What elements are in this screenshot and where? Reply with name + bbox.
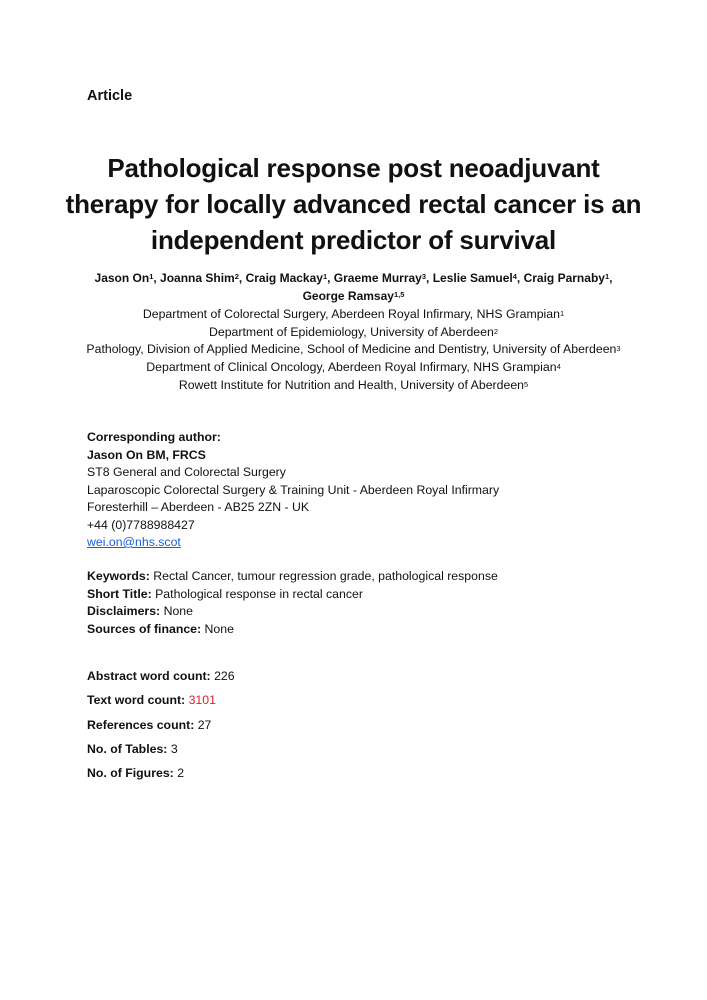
metadata-block bbox=[87, 568, 498, 638]
address-line: ST8 General and Colorectal Surgery bbox=[87, 465, 286, 479]
text-word-count: Text word count: 3101 bbox=[87, 693, 216, 708]
paper-title: Pathological response post neoadjuvant therapy for locally advanced rectal cancer is an independent predictor of survival bbox=[65, 153, 642, 255]
sources-of-finance: Sources of finance: None bbox=[87, 621, 234, 636]
author: Craig Parnaby$^1$ bbox=[523, 271, 610, 285]
affiliation: Department of Colorectal Surgery, Aberdeen Royal Infirmary, NHS Grampian$^1$ bbox=[142, 307, 565, 321]
abstract-word-count: Abstract word count: 226 bbox=[87, 669, 235, 683]
author-list: Jason On$^1$, Joanna Shim$^2$, Craig Mackay$^1$, Graeme Murray$^3$, Leslie Samuel$^4$, Craig Parnaby$^1$, George Ramsay$^{1,5}$ bbox=[94, 271, 613, 303]
references-count: References count: 27 bbox=[87, 717, 212, 732]
email-link[interactable]: wei.on@nhs.scot bbox=[87, 535, 181, 549]
keywords: Keywords: Rectal Cancer, tumour regression grade, pathological response bbox=[87, 569, 498, 583]
article-label: Article bbox=[87, 88, 133, 104]
author: George Ramsay$^{1,5}$ bbox=[302, 289, 405, 303]
short-title: Short Title: Pathological response in rectal cancer bbox=[87, 586, 363, 601]
author: Joanna Shim$^2$ bbox=[160, 271, 239, 285]
address-line: Laparoscopic Colorectal Surgery & Training Unit - Aberdeen Royal Infirmary bbox=[87, 482, 500, 497]
counts-block bbox=[87, 668, 235, 789]
corresponding-name: Jason On BM, FRCS bbox=[87, 447, 206, 462]
affiliation: Pathology, Division of Applied Medicine, School of Medicine and Dentistry, University of Aberdeen$^3$ bbox=[86, 342, 621, 357]
author: Jason On$^1$ bbox=[94, 271, 154, 285]
author: Craig Mackay$^1$ bbox=[245, 271, 328, 285]
address-line: Foresterhill – Aberdeen - AB25 2ZN - UK bbox=[87, 500, 310, 514]
disclaimers: Disclaimers: None bbox=[87, 604, 193, 618]
affiliation: Rowett Institute for Nutrition and Health, University of Aberdeen$^5$ bbox=[178, 377, 529, 392]
phone-number: +44 (0)7788988427 bbox=[87, 517, 195, 532]
corresponding-heading: Corresponding author: bbox=[87, 430, 221, 444]
affiliation-list bbox=[70, 306, 637, 395]
author: Leslie Samuel$^4$ bbox=[432, 271, 517, 285]
corresponding-author bbox=[87, 429, 499, 552]
figures-count: No. of Figures: 2 bbox=[87, 766, 185, 781]
author: Graeme Murray$^3$ bbox=[333, 271, 427, 285]
affiliation: Department of Clinical Oncology, Aberdeen Royal Infirmary, NHS Grampian$^4$ bbox=[146, 360, 561, 375]
tables-count: No. of Tables: 3 bbox=[87, 741, 178, 756]
affiliation: Department of Epidemiology, University of Aberdeen$^2$ bbox=[209, 324, 498, 339]
